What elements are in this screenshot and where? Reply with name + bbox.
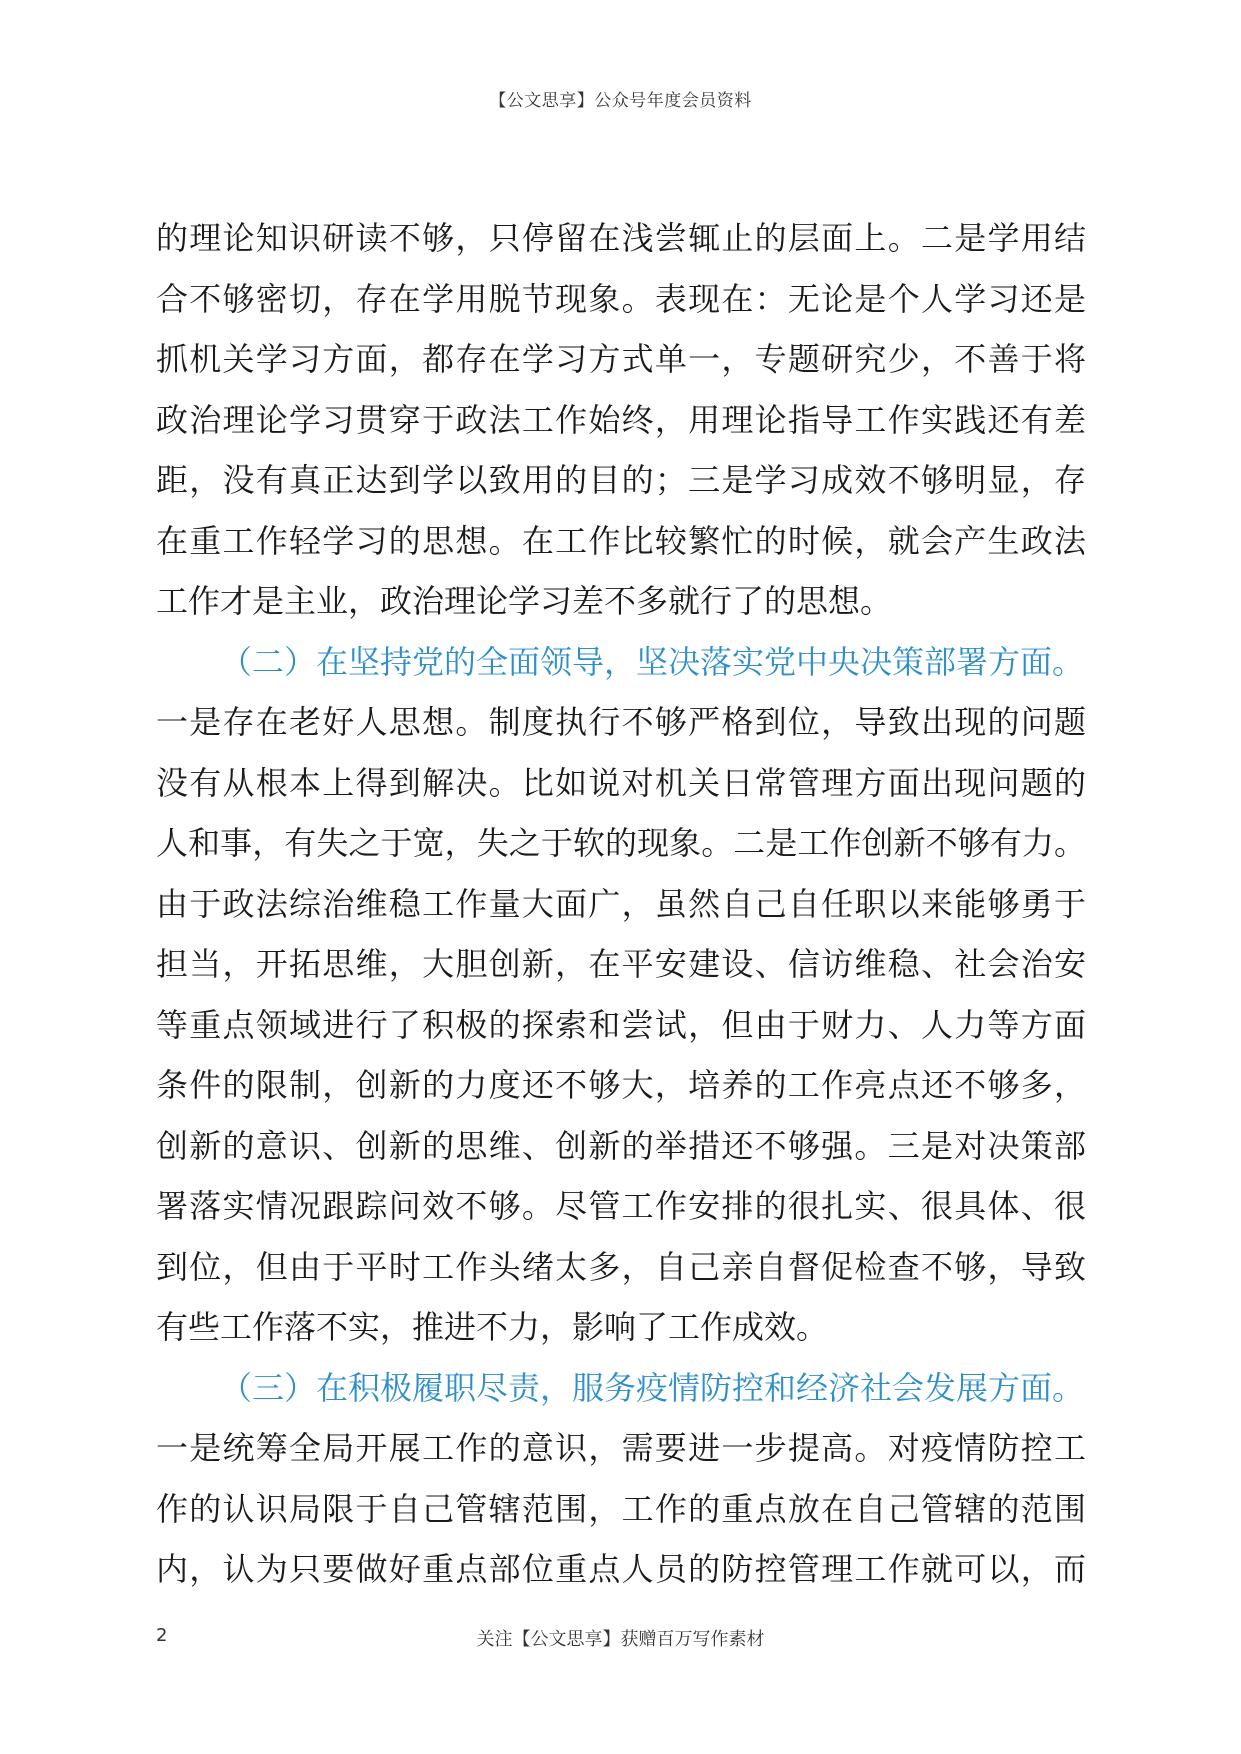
- document-body: [156, 208, 1086, 1600]
- body-line: 条件的限制，创新的力度还不够大，培养的工作亮点还不够多，: [156, 1066, 1086, 1104]
- body-line: 政治理论学习贯穿于政法工作始终，用理论指导工作实践还有差: [156, 400, 1086, 439]
- body-line: 的理论知识研读不够，只停留在浅尝辄止的层面上。二是学用结: [156, 219, 1086, 257]
- page-footer: 关注【公文思享】获赠百万写作素材: [476, 1629, 765, 1650]
- body-line: 工作才是主业，政治理论学习差不多就行了的思想。: [156, 582, 893, 620]
- body-line: 作的认识局限于自己管辖范围，工作的重点放在自己管辖的范围: [156, 1489, 1086, 1528]
- body-line: 一是存在老好人思想。制度执行不够严格到位，导致出现的问题: [156, 703, 1086, 741]
- body-line: 人和事，有失之于宽，失之于软的现象。二是工作创新不够有力。: [156, 824, 1086, 862]
- body-line: 合不够密切，存在学用脱节现象。表现在：无论是个人学习还是: [156, 279, 1086, 318]
- body-line: 署落实情况跟踪问效不够。尽管工作安排的很扎实、很具体、很: [156, 1187, 1086, 1225]
- body-line: 有些工作落不实，推进不力，影响了工作成效。: [156, 1308, 829, 1346]
- body-line: 到位，但由于平时工作头绪太多，自己亲自督促检查不够，导致: [156, 1247, 1086, 1286]
- body-line: 内，认为只要做好重点部位重点人员的防控管理工作就可以，而: [156, 1550, 1086, 1588]
- section-heading-2: （二）在坚持党的全面领导，坚决落实党中央决策部署方面。: [220, 642, 1085, 681]
- body-line: 担当，开拓思维，大胆创新，在平安建设、信访维稳、社会治安: [156, 945, 1086, 983]
- page-header: 【公文思享】公众号年度会员资料: [489, 91, 752, 111]
- body-line: 等重点领域进行了积极的探索和尝试，但由于财力、人力等方面: [156, 1005, 1086, 1044]
- page-number: 2: [156, 1625, 168, 1646]
- body-line: 由于政法综治维稳工作量大面广，虽然自己自任职以来能够勇于: [156, 884, 1086, 923]
- body-line: 没有从根本上得到解决。比如说对机关日常管理方面出现问题的: [156, 763, 1086, 802]
- body-line: 创新的意识、创新的思维、创新的举措还不够强。三是对决策部: [156, 1126, 1086, 1165]
- body-line: 在重工作轻学习的思想。在工作比较繁忙的时候，就会产生政法: [156, 521, 1086, 560]
- section-heading-3: （三）在积极履职尽责，服务疫情防控和经济社会发展方面。: [220, 1368, 1085, 1407]
- body-line: 距，没有真正达到学以致用的目的；三是学习成效不够明显，存: [156, 461, 1086, 499]
- body-line: 一是统筹全局开展工作的意识，需要进一步提高。对疫情防控工: [156, 1429, 1086, 1467]
- body-line: 抓机关学习方面，都存在学习方式单一，专题研究少，不善于将: [156, 340, 1086, 378]
